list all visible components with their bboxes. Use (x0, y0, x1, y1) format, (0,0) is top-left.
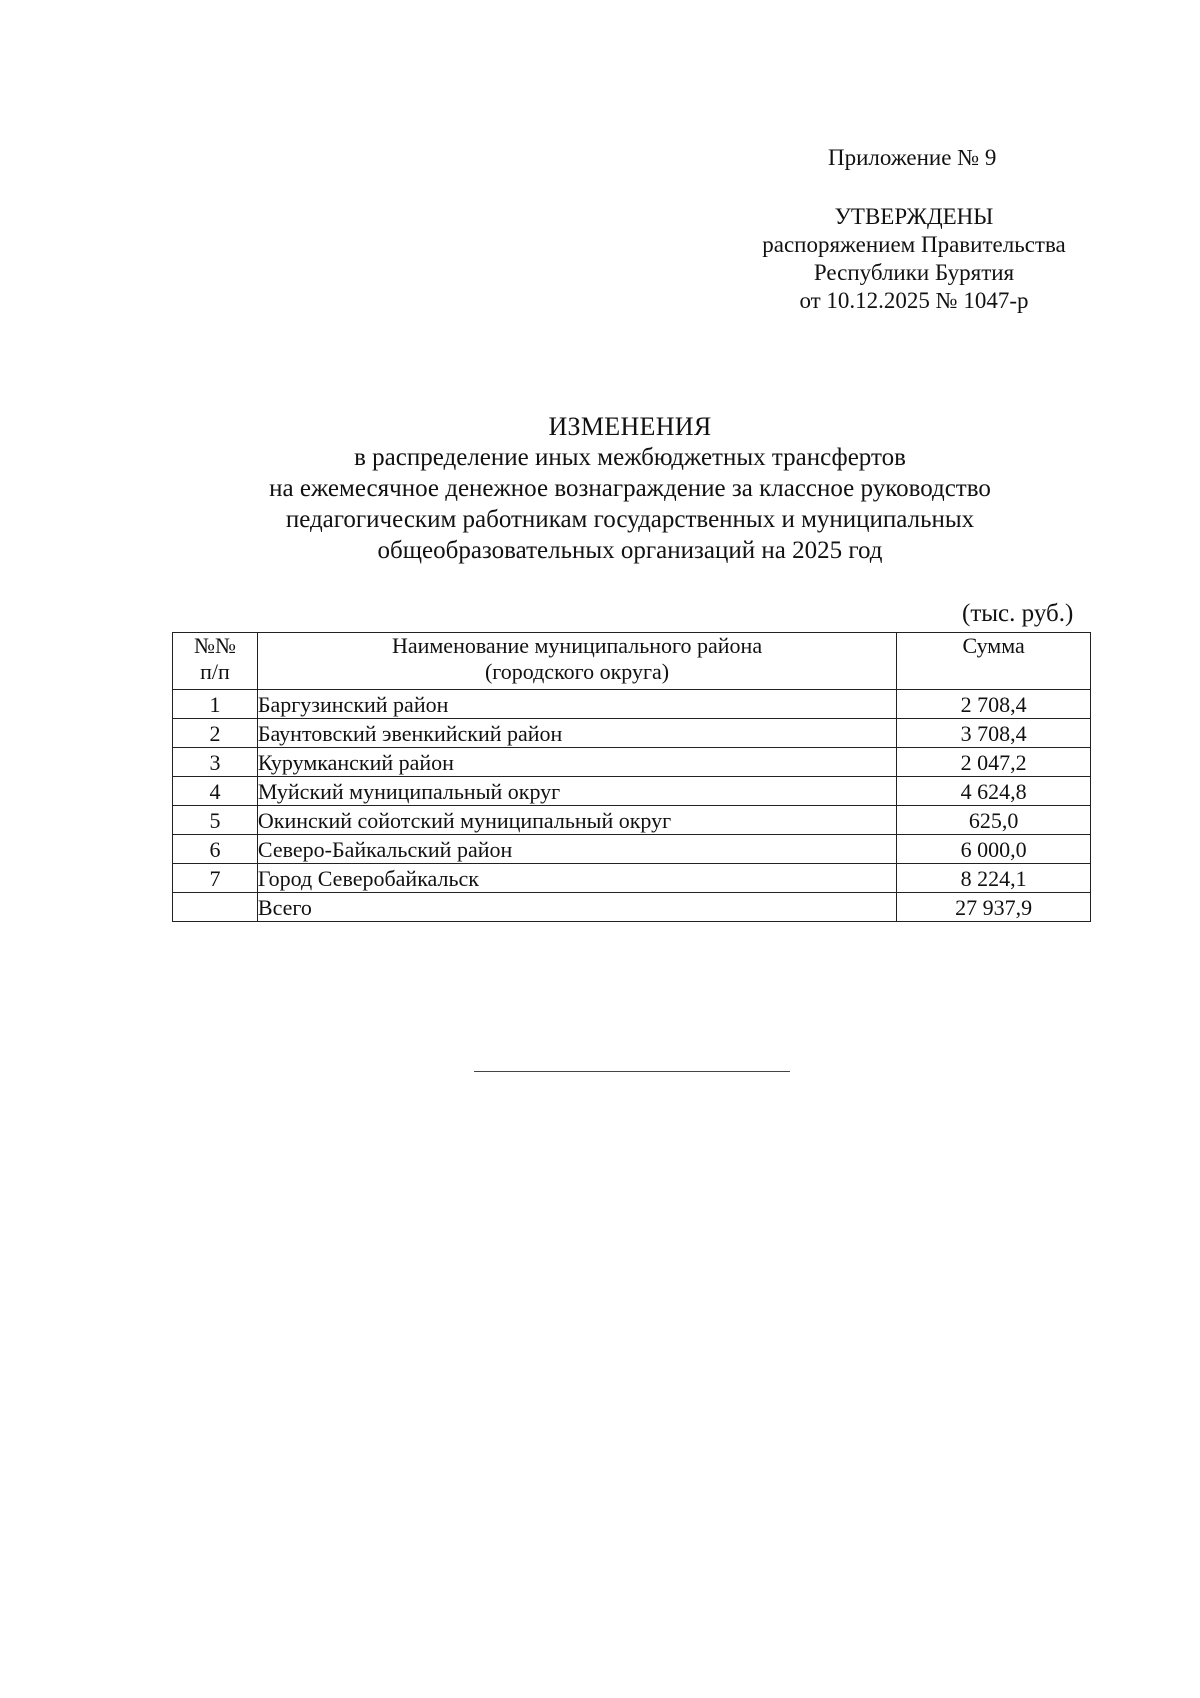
row-number: 2 (173, 719, 258, 748)
closing-divider (474, 1071, 790, 1072)
table-row (173, 777, 1091, 806)
row-name: Баунтовский эвенкийский район (257, 719, 896, 748)
column-header-sum: Сумма (897, 633, 1091, 690)
row-sum: 2 708,4 (897, 690, 1091, 719)
approval-line: Республики Бурятия (813, 260, 1015, 285)
distribution-table (172, 632, 1091, 922)
table-row (173, 864, 1091, 893)
column-header-number-line: №№ (193, 633, 236, 658)
column-header-number (173, 633, 258, 690)
approval-line: от 10.12.2025 № 1047-р (799, 288, 1029, 313)
column-header-name-line: (городского округа) (484, 659, 670, 684)
approval-line: УТВЕРЖДЕНЫ (834, 204, 994, 229)
row-number: 4 (173, 777, 258, 806)
row-name: Курумканский район (257, 748, 896, 777)
row-name: Окинский сойотский муниципальный округ (257, 806, 896, 835)
approval-block (744, 203, 1084, 315)
total-label: Всего (257, 893, 896, 922)
column-header-name (257, 633, 896, 690)
document-title-block (130, 411, 1130, 566)
title-line: в распределение иных межбюджетных трансфертов (354, 444, 906, 471)
table-row (173, 835, 1091, 864)
row-number: 6 (173, 835, 258, 864)
row-name: Муйский муниципальный округ (257, 777, 896, 806)
row-name: Северо-Байкальский район (257, 835, 896, 864)
title-line: общеобразовательных организаций на 2025 год (377, 537, 883, 564)
total-number (173, 893, 258, 922)
row-name: Город Северобайкальск (257, 864, 896, 893)
document-title: ИЗМЕНЕНИЯ (548, 412, 712, 441)
approval-line: распоряжением Правительства (762, 232, 1066, 257)
row-sum: 3 708,4 (897, 719, 1091, 748)
table-row (173, 806, 1091, 835)
row-sum: 4 624,8 (897, 777, 1091, 806)
table-row (173, 690, 1091, 719)
table-row (173, 748, 1091, 777)
row-number: 1 (173, 690, 258, 719)
units-label: (тыс. руб.) (962, 600, 1074, 627)
row-number: 5 (173, 806, 258, 835)
appendix-label: Приложение № 9 (828, 145, 997, 170)
column-header-number-line: п/п (200, 659, 230, 684)
row-sum: 8 224,1 (897, 864, 1091, 893)
row-number: 3 (173, 748, 258, 777)
row-sum: 6 000,0 (897, 835, 1091, 864)
title-line: на ежемесячное денежное вознаграждение за классное руководство (269, 475, 991, 502)
row-sum: 625,0 (897, 806, 1091, 835)
total-sum: 27 937,9 (897, 893, 1091, 922)
column-header-name-line: Наименование муниципального района (391, 633, 763, 658)
row-sum: 2 047,2 (897, 748, 1091, 777)
table-row (173, 719, 1091, 748)
table-total-row (173, 893, 1091, 922)
table-header-row (173, 633, 1091, 690)
title-line: педагогическим работникам государственных и муниципальных (285, 506, 975, 533)
row-number: 7 (173, 864, 258, 893)
row-name: Баргузинский район (257, 690, 896, 719)
